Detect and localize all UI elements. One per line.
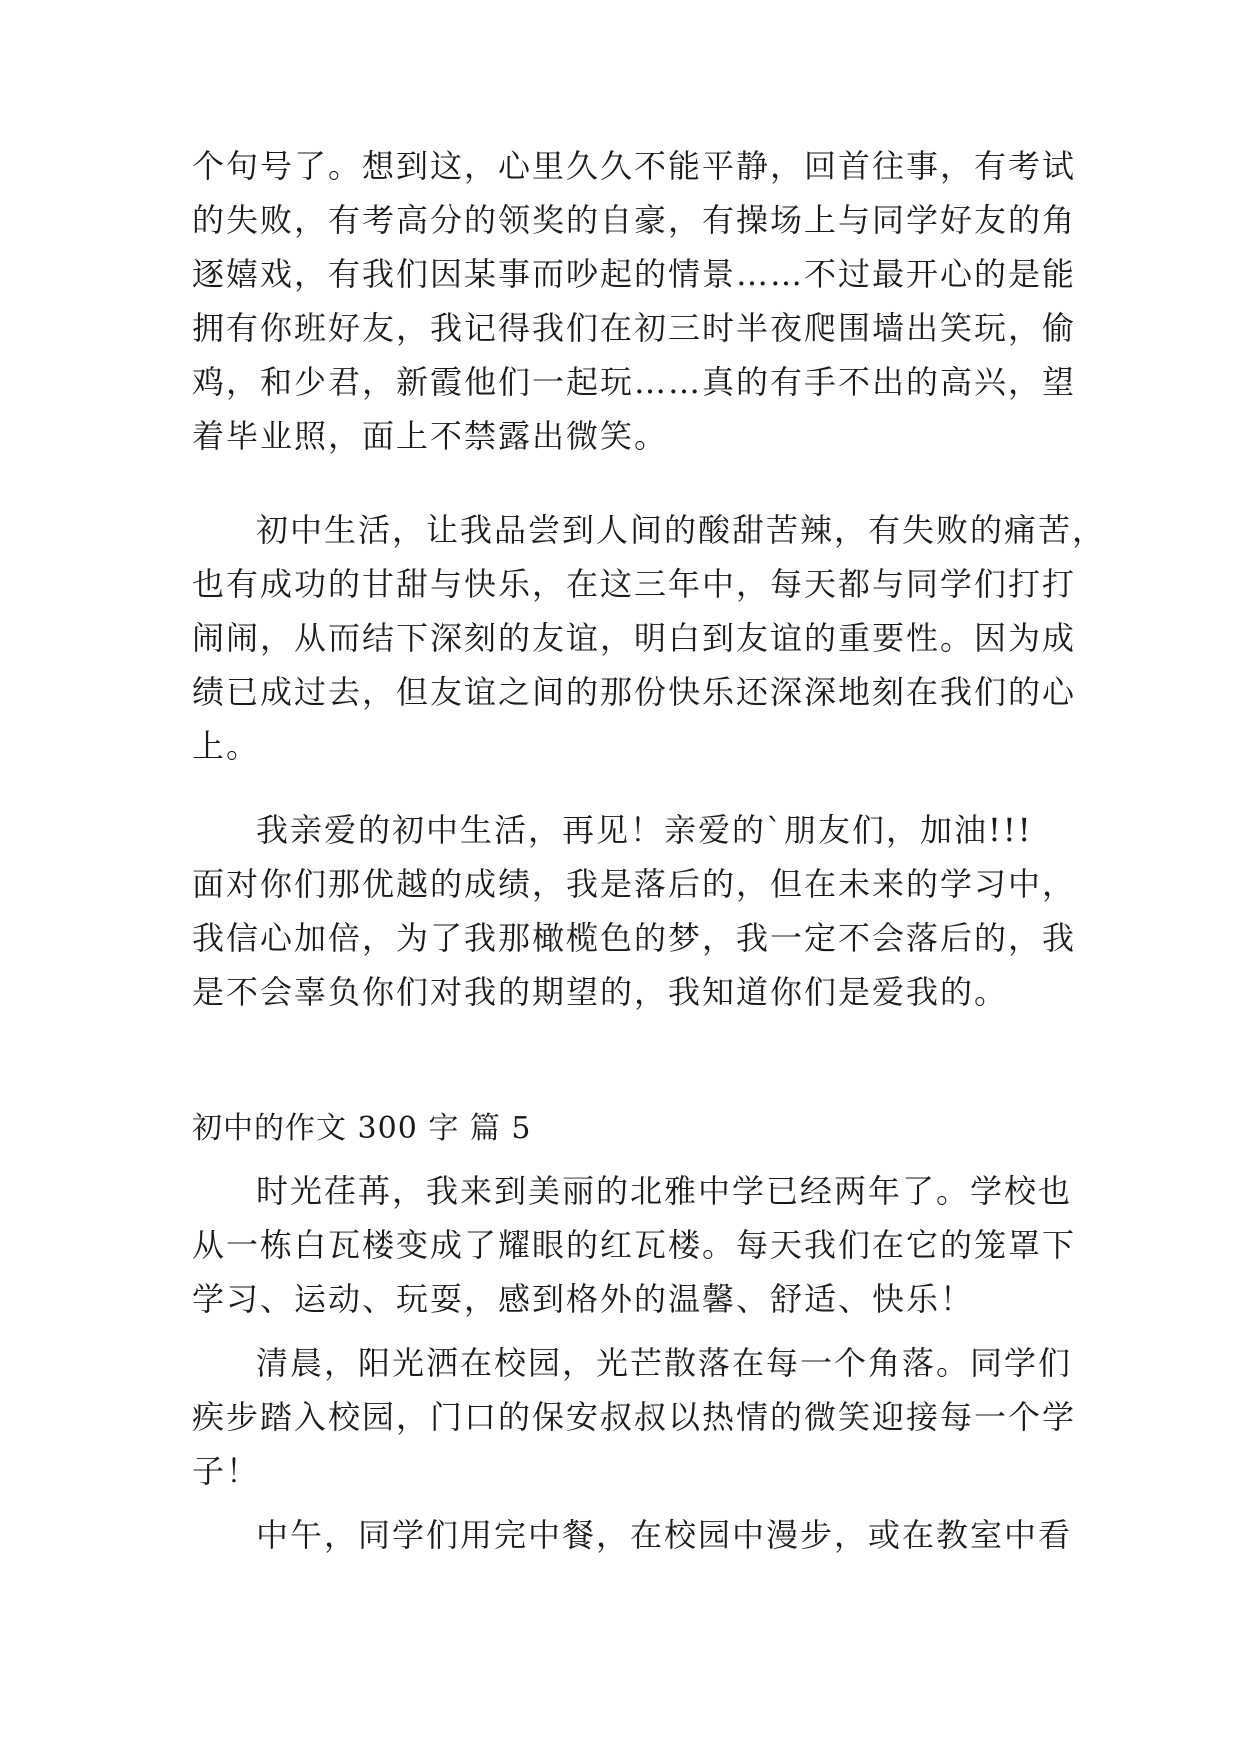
text-line: 时光荏苒，我来到美丽的北雅中学已经两年了。学校也	[256, 1172, 1073, 1210]
text-line: 的失败，有考高分的领奖的自豪，有操场上与同学好友的角	[192, 201, 1077, 239]
text-line: 子！	[192, 1452, 261, 1490]
text-line: 清晨，阳光洒在校园，光芒散落在每一个角落。同学们	[256, 1344, 1073, 1382]
text-line: 闹闹，从而结下深刻的友谊，明白到友谊的重要性。因为成	[192, 619, 1077, 657]
text-line: 个句号了。想到这，心里久久不能平静，回首往事，有考试	[192, 147, 1077, 185]
section-heading: 初中的作文 300 字 篇 5	[192, 1111, 532, 1146]
text-line: 拥有你班好友，我记得我们在初三时半夜爬围墙出笑玩，偷	[192, 309, 1077, 347]
text-line: 也有成功的甘甜与快乐，在这三年中，每天都与同学们打打	[192, 565, 1077, 603]
text-line: 初中生活，让我品尝到人间的酸甜苦辣，有失败的痛苦，	[256, 511, 1107, 549]
text-line: 中午，同学们用完中餐，在校园中漫步，或在教室中看	[256, 1516, 1073, 1554]
text-line: 学习、运动、玩耍，感到格外的温馨、舒适、快乐！	[192, 1280, 975, 1318]
text-line: 我信心加倍，为了我那橄榄色的梦，我一定不会落后的，我	[192, 919, 1077, 957]
text-line: 绩已成过去，但友谊之间的那份快乐还深深地刻在我们的心	[192, 673, 1077, 711]
text-line: 着毕业照，面上不禁露出微笑。	[192, 417, 669, 455]
text-line: 疾步踏入校园，门口的保安叔叔以热情的微笑迎接每一个学	[192, 1398, 1077, 1436]
text-line: 面对你们那优越的成绩，我是落后的，但在未来的学习中，	[192, 865, 1077, 903]
text-line: 我亲爱的初中生活，再见！亲爱的`朋友们，加油!!!	[256, 811, 1033, 849]
text-line: 上。	[192, 727, 261, 765]
text-line: 逐嬉戏，有我们因某事而吵起的情景……不过最开心的是能	[192, 255, 1077, 293]
text-line: 鸡，和少君，新霞他们一起玩……真的有手不出的高兴，望	[192, 363, 1077, 401]
text-line: 从一栋白瓦楼变成了耀眼的红瓦楼。每天我们在它的笼罩下	[192, 1226, 1077, 1264]
text-line: 是不会辜负你们对我的期望的，我知道你们是爱我的。	[192, 973, 1009, 1011]
